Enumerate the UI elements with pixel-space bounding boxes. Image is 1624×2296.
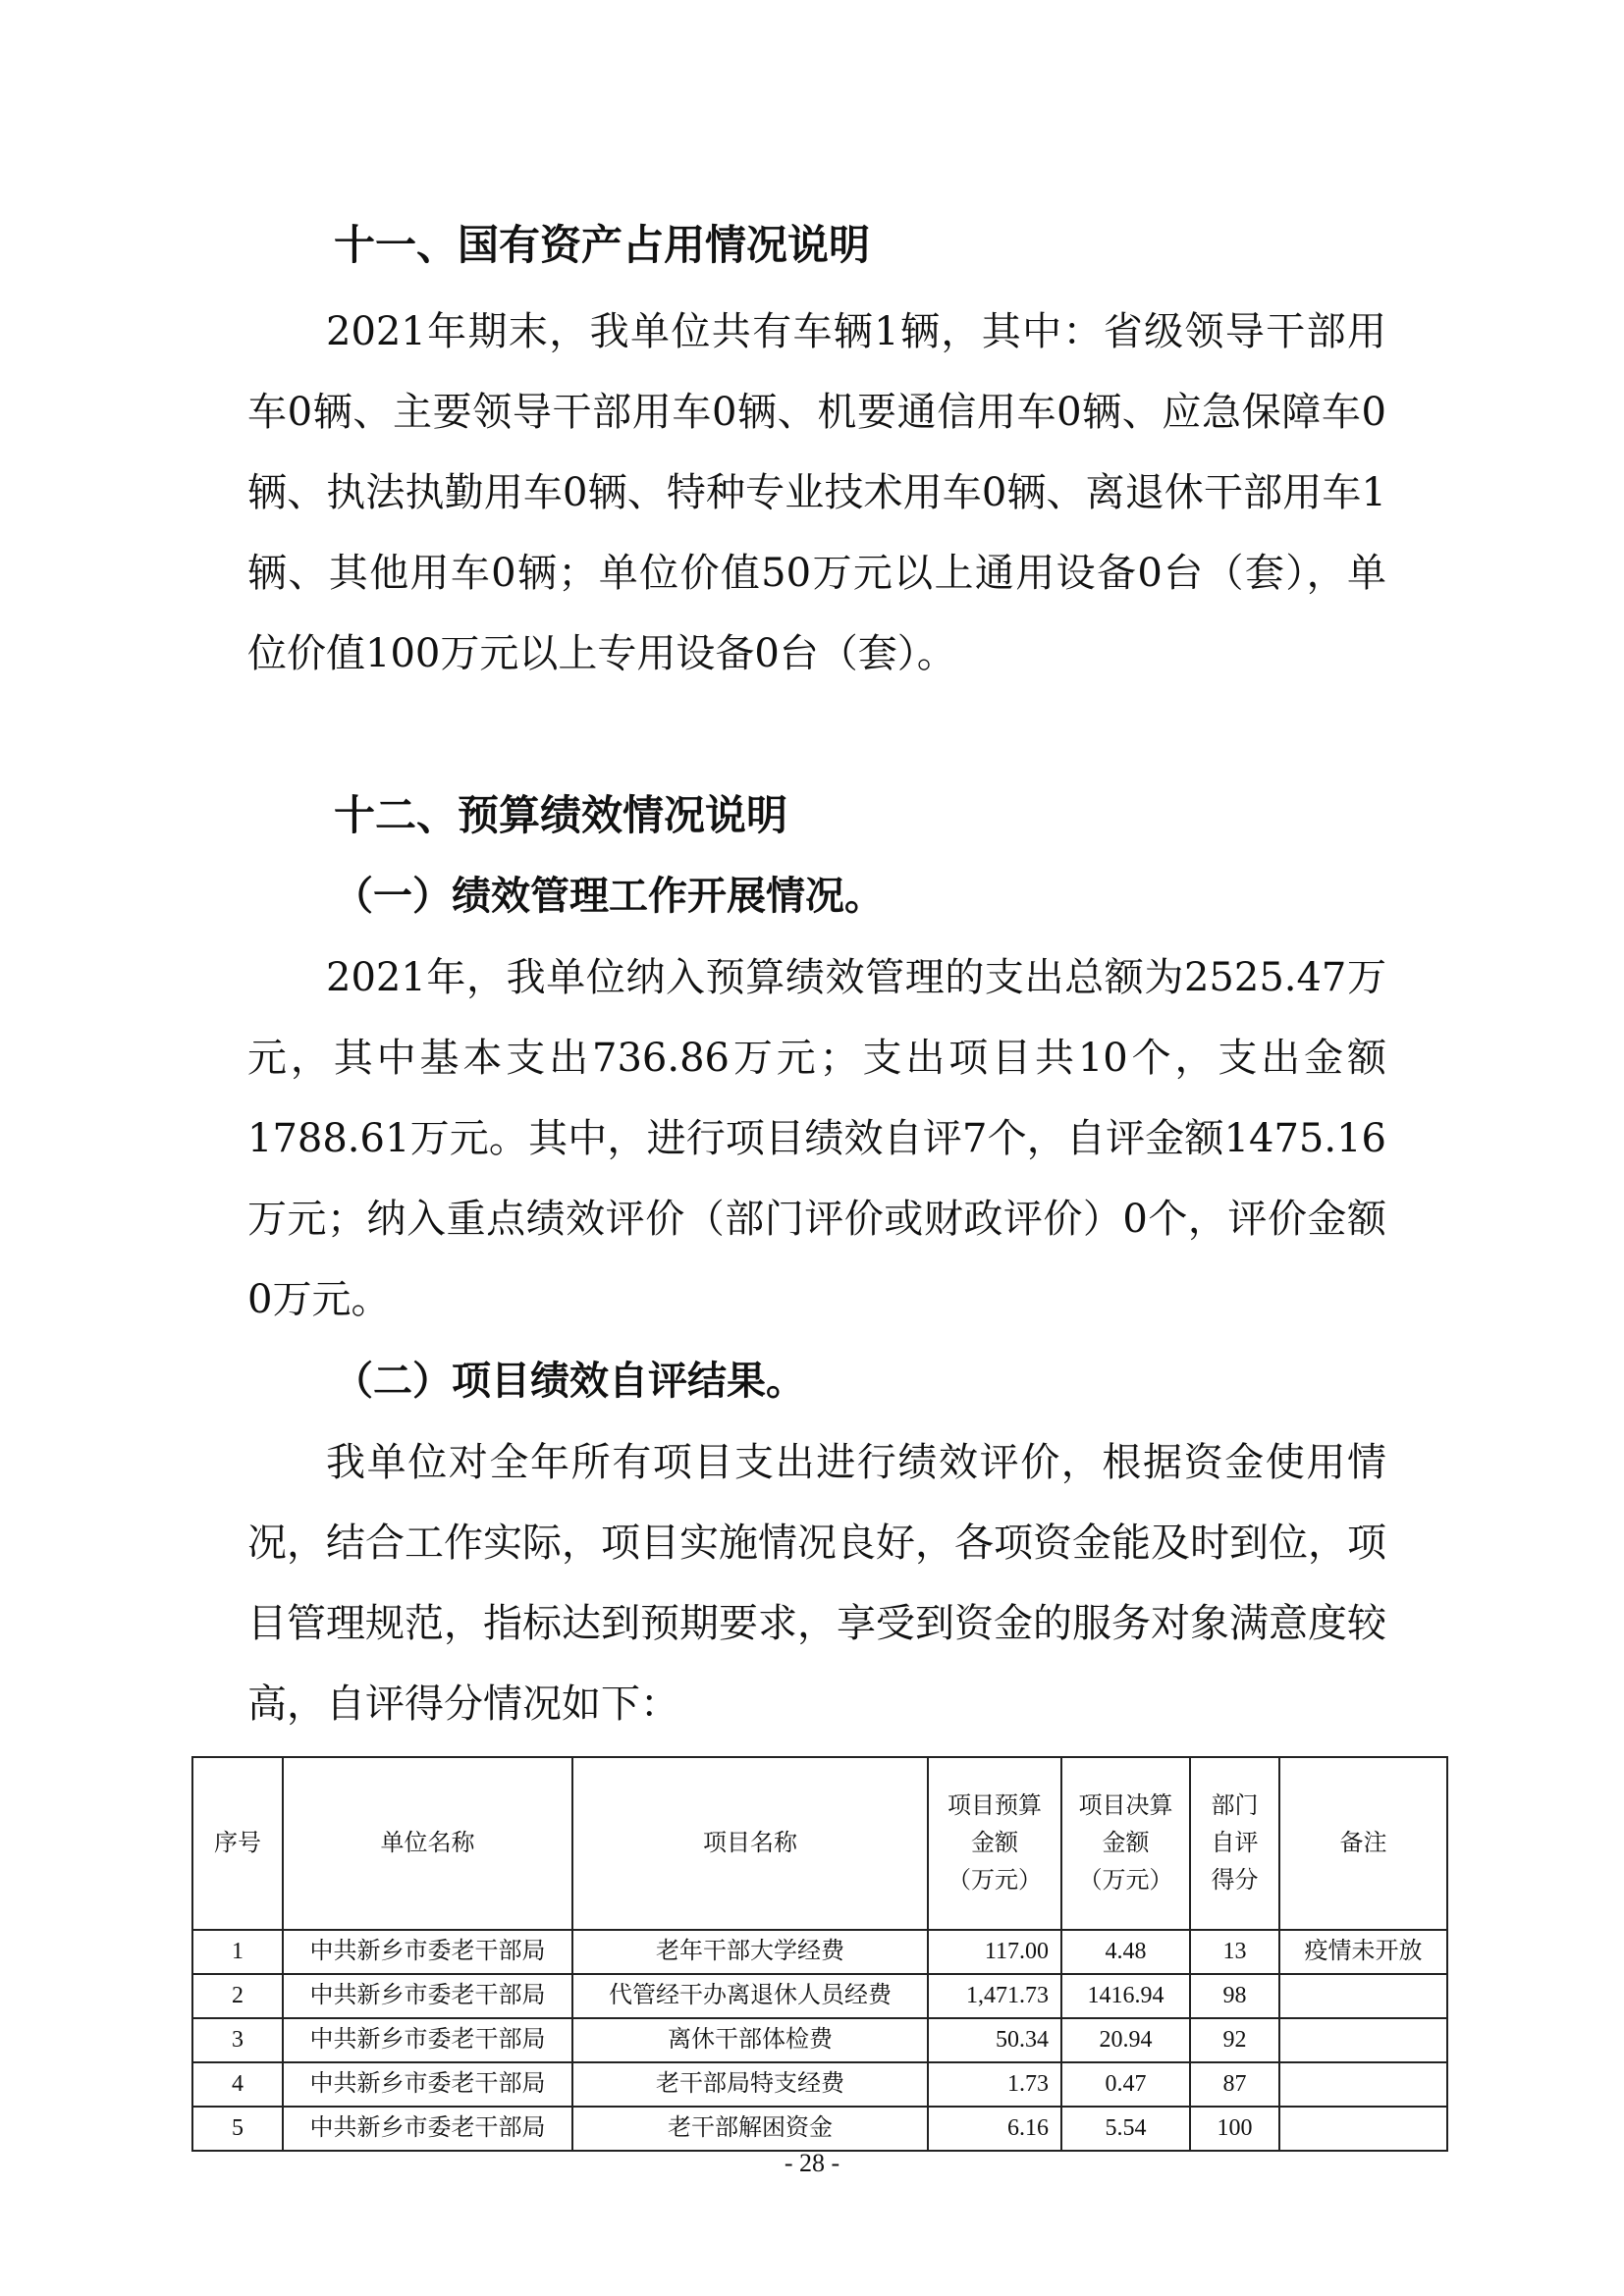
section-12-heading: 十二、预算绩效情况说明: [334, 791, 788, 839]
section-11-heading: 十一、国有资产占用情况说明: [334, 221, 871, 269]
table-row: [192, 2062, 1447, 2107]
cell-score: 87: [1190, 2062, 1279, 2107]
cell-budget: 50.34: [928, 2018, 1061, 2062]
cell-score: 98: [1190, 1974, 1279, 2018]
cell-budget: 6.16: [928, 2107, 1061, 2151]
cell-unit: 中共新乡市委老干部局: [283, 1974, 572, 2018]
header-project-name: 项目名称: [572, 1757, 928, 1930]
cell-remark: [1279, 2062, 1447, 2107]
table-row: [192, 2018, 1447, 2062]
section-11-paragraph: 2021年期末，我单位共有车辆1辆，其中：省级领导干部用车0辆、主要领导干部用车0辆、机要通信用车0辆、应急保障车0辆、执法执勤用车0辆、特种专业技术用车0辆、离退休干部用车1辆、其他用车0辆；单位价值50万元以上通用设备0台（套），单位价值100万元以上专用设备0台（套）。: [247, 309, 1386, 676]
cell-score: 100: [1190, 2107, 1279, 2151]
page-number: - 28 -: [784, 2149, 840, 2177]
header-unit-name: 单位名称: [283, 1757, 572, 1930]
cell-remark: [1279, 2107, 1447, 2151]
cell-no: 2: [192, 1974, 283, 2018]
cell-remark: 疫情未开放: [1279, 1930, 1447, 1974]
table-row: [192, 1930, 1447, 1974]
table-header-row: [192, 1757, 1447, 1930]
cell-unit: 中共新乡市委老干部局: [283, 2062, 572, 2107]
header-budget-line-3: （万元）: [947, 1868, 1042, 1894]
subsection-1-heading: （一）绩效管理工作开展情况。: [334, 874, 884, 919]
cell-project: 离休干部体检费: [572, 2018, 928, 2062]
table-row: [192, 2107, 1447, 2151]
cell-unit: 中共新乡市委老干部局: [283, 2018, 572, 2062]
cell-no: 1: [192, 1930, 283, 1974]
self-evaluation-table: [191, 1756, 1448, 2152]
subsection-2-heading: （二）项目绩效自评结果。: [334, 1359, 805, 1404]
table-row: [192, 1974, 1447, 2018]
header-budget-line-1: 项目预算: [947, 1793, 1042, 1819]
header-score-line-3: 得分: [1211, 1868, 1259, 1894]
header-final-line-1: 项目决算: [1078, 1793, 1173, 1819]
cell-project: 代管经干办离退休人员经费: [572, 1974, 928, 2018]
cell-remark: [1279, 2018, 1447, 2062]
header-budget-line-2: 金额: [971, 1831, 1018, 1856]
subsection-2-paragraph: 我单位对全年所有项目支出进行绩效评价，根据资金使用情况，结合工作实际，项目实施情况良好，各项资金能及时到位，项目管理规范，指标达到预期要求，享受到资金的服务对象满意度较高，自评得分情况如下：: [247, 1440, 1386, 1727]
cell-final: 4.48: [1061, 1930, 1190, 1974]
cell-unit: 中共新乡市委老干部局: [283, 1930, 572, 1974]
header-remark: 备注: [1279, 1757, 1447, 1930]
cell-score: 13: [1190, 1930, 1279, 1974]
cell-no: 5: [192, 2107, 283, 2151]
header-final-line-2: 金额: [1102, 1831, 1150, 1856]
cell-no: 3: [192, 2018, 283, 2062]
header-budget-amount: [928, 1757, 1061, 1930]
cell-budget: 1,471.73: [928, 1974, 1061, 2018]
header-self-score: [1190, 1757, 1279, 1930]
cell-final: 1416.94: [1061, 1974, 1190, 2018]
header-final-amount: [1061, 1757, 1190, 1930]
cell-project: 老干部解困资金: [572, 2107, 928, 2151]
cell-final: 0.47: [1061, 2062, 1190, 2107]
cell-final: 20.94: [1061, 2018, 1190, 2062]
cell-budget: 117.00: [928, 1930, 1061, 1974]
header-no: 序号: [192, 1757, 283, 1930]
cell-budget: 1.73: [928, 2062, 1061, 2107]
cell-final: 5.54: [1061, 2107, 1190, 2151]
cell-project: 老年干部大学经费: [572, 1930, 928, 1974]
cell-remark: [1279, 1974, 1447, 2018]
cell-project: 老干部局特支经费: [572, 2062, 928, 2107]
cell-unit: 中共新乡市委老干部局: [283, 2107, 572, 2151]
cell-score: 92: [1190, 2018, 1279, 2062]
header-score-line-2: 自评: [1211, 1831, 1259, 1856]
subsection-1-paragraph: 2021年，我单位纳入预算绩效管理的支出总额为2525.47万元，其中基本支出736.86万元；支出项目共10个，支出金额1788.61万元。其中，进行项目绩效自评7个，自评金额1475.16万元；纳入重点绩效评价（部门评价或财政评价）0个，评价金额0万元。: [247, 955, 1386, 1322]
header-final-line-3: （万元）: [1078, 1868, 1173, 1894]
header-score-line-1: 部门: [1211, 1793, 1259, 1819]
cell-no: 4: [192, 2062, 283, 2107]
